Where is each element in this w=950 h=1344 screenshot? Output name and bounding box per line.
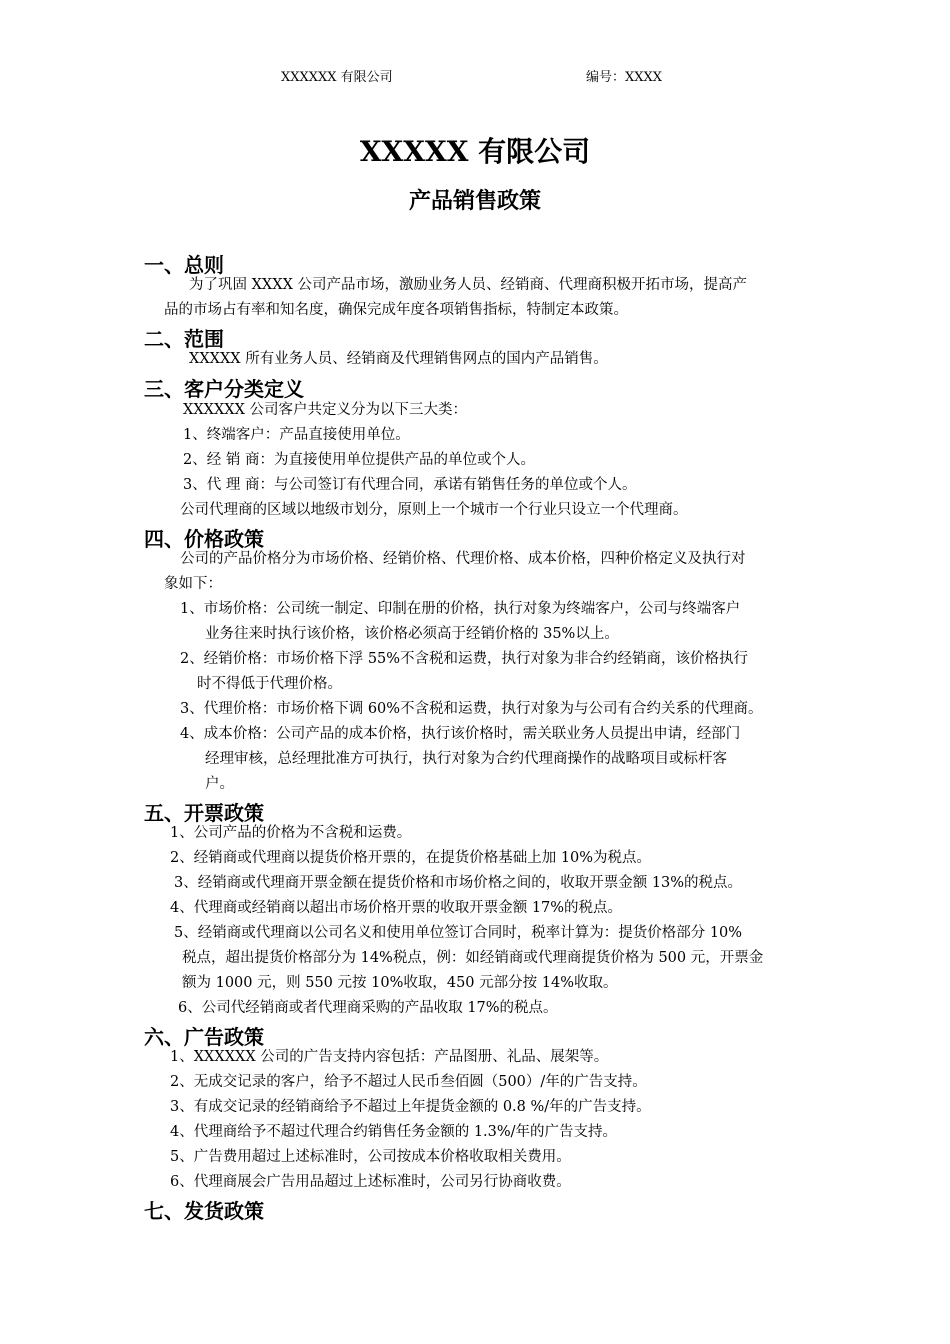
- section-heading-shipping: 七、发货政策: [144, 1199, 264, 1223]
- list-item: 1、公司产品的价格为不含税和运费。: [170, 825, 412, 841]
- list-item: 6、公司代经销商或者代理商采购的产品收取 17%的税点。: [178, 1000, 558, 1016]
- paragraph-line: 为了巩固 XXXX 公司产品市场，激励业务人员、经销商、代理商积极开拓市场，提高产: [189, 277, 748, 293]
- list-item: 5、广告费用超过上述标准时，公司按成本价格收取相关费用。: [170, 1149, 571, 1165]
- section-heading-general: 一、总则: [144, 253, 224, 277]
- header-company: XXXXXX 有限公司: [281, 70, 393, 85]
- list-item: 2、经 销 商：为直接使用单位提供产品的单位或个人。: [183, 452, 535, 468]
- list-item: 3、代 理 商：与公司签订有代理合同，承诺有销售任务的单位或个人。: [183, 477, 637, 493]
- list-item: 1、终端客户：产品直接使用单位。: [183, 427, 410, 443]
- paragraph-line: XXXXX 所有业务人员、经销商及代理销售网点的国内产品销售。: [189, 351, 608, 367]
- section-heading-pricing: 四、价格政策: [144, 527, 264, 551]
- document-subtitle: 产品销售政策: [408, 188, 541, 214]
- list-item-continuation: 时不得低于代理价格。: [197, 676, 342, 692]
- list-item: 4、代理商或经销商以超出市场价格开票的收取开票金额 17%的税点。: [170, 900, 623, 916]
- list-item: 3、代理价格：市场价格下调 60%不含税和运费，执行对象为与公司有合约关系的代理商。: [180, 701, 763, 717]
- list-item-continuation: 户。: [205, 776, 234, 792]
- list-item: 3、经销商或代理商开票金额在提货价格和市场价格之间的，收取开票金额 13%的税点。: [174, 875, 743, 891]
- document-title: XXXXX 有限公司: [359, 135, 591, 168]
- list-item: 1、XXXXXX 公司的广告支持内容包括：产品图册、礼品、展架等。: [170, 1049, 609, 1065]
- header-number: 编号：XXXX: [586, 70, 663, 85]
- section-heading-scope: 二、范围: [144, 327, 224, 351]
- paragraph-line: 品的市场占有率和知名度，确保完成年度各项销售指标，特制定本政策。: [164, 302, 628, 318]
- list-item-continuation: 经理审核，总经理批准方可执行，执行对象为合约代理商操作的战略项目或标杆客: [205, 751, 727, 767]
- list-item-continuation: 税点，超出提货价格部分为 14%税点，例：如经销商或代理商提货价格为 500 元，开票金: [182, 950, 764, 966]
- paragraph-line: XXXXXX 公司客户共定义分为以下三大类：: [183, 402, 468, 418]
- list-item-continuation: 额为 1000 元，则 550 元按 10%收取，450 元部分按 14%收取。: [182, 975, 618, 991]
- list-item-continuation: 业务往来时执行该价格，该价格必须高于经销价格的 35%以上。: [205, 626, 619, 642]
- list-item: 1、市场价格：公司统一制定、印制在册的价格，执行对象为终端客户，公司与终端客户: [180, 601, 741, 617]
- list-item: 4、代理商给予不超过代理合约销售任务金额的 1.3%/年的广告支持。: [170, 1124, 618, 1140]
- list-item: 6、代理商展会广告用品超过上述标准时，公司另行协商收费。: [170, 1174, 571, 1190]
- list-item: 2、经销价格：市场价格下浮 55%不含税和运费，执行对象为非合约经销商，该价格执行: [180, 651, 749, 667]
- paragraph-line: 公司代理商的区域以地级市划分，原则上一个城市一个行业只设立一个代理商。: [180, 502, 688, 518]
- paragraph-line: 象如下：: [164, 576, 222, 592]
- list-item: 3、有成交记录的经销商给予不超过上年提货金额的 0.8 %/年的广告支持。: [170, 1099, 651, 1115]
- paragraph-line: 公司的产品价格分为市场价格、经销价格、代理价格、成本价格，四种价格定义及执行对: [180, 551, 746, 567]
- list-item: 2、经销商或代理商以提货价格开票的，在提货价格基础上加 10%为税点。: [170, 850, 652, 866]
- section-heading-advertising: 六、广告政策: [144, 1025, 264, 1049]
- list-item: 5、经销商或代理商以公司名义和使用单位签订合同时，税率计算为：提货价格部分 10%: [174, 925, 743, 941]
- list-item: 2、无成交记录的客户，给予不超过人民币叁佰圆（500）/年的广告支持。: [170, 1074, 647, 1090]
- section-heading-invoicing: 五、开票政策: [144, 801, 264, 825]
- section-heading-customer-types: 三、客户分类定义: [144, 377, 304, 401]
- list-item: 4、成本价格：公司产品的成本价格，执行该价格时，需关联业务人员提出申请，经部门: [180, 726, 741, 742]
